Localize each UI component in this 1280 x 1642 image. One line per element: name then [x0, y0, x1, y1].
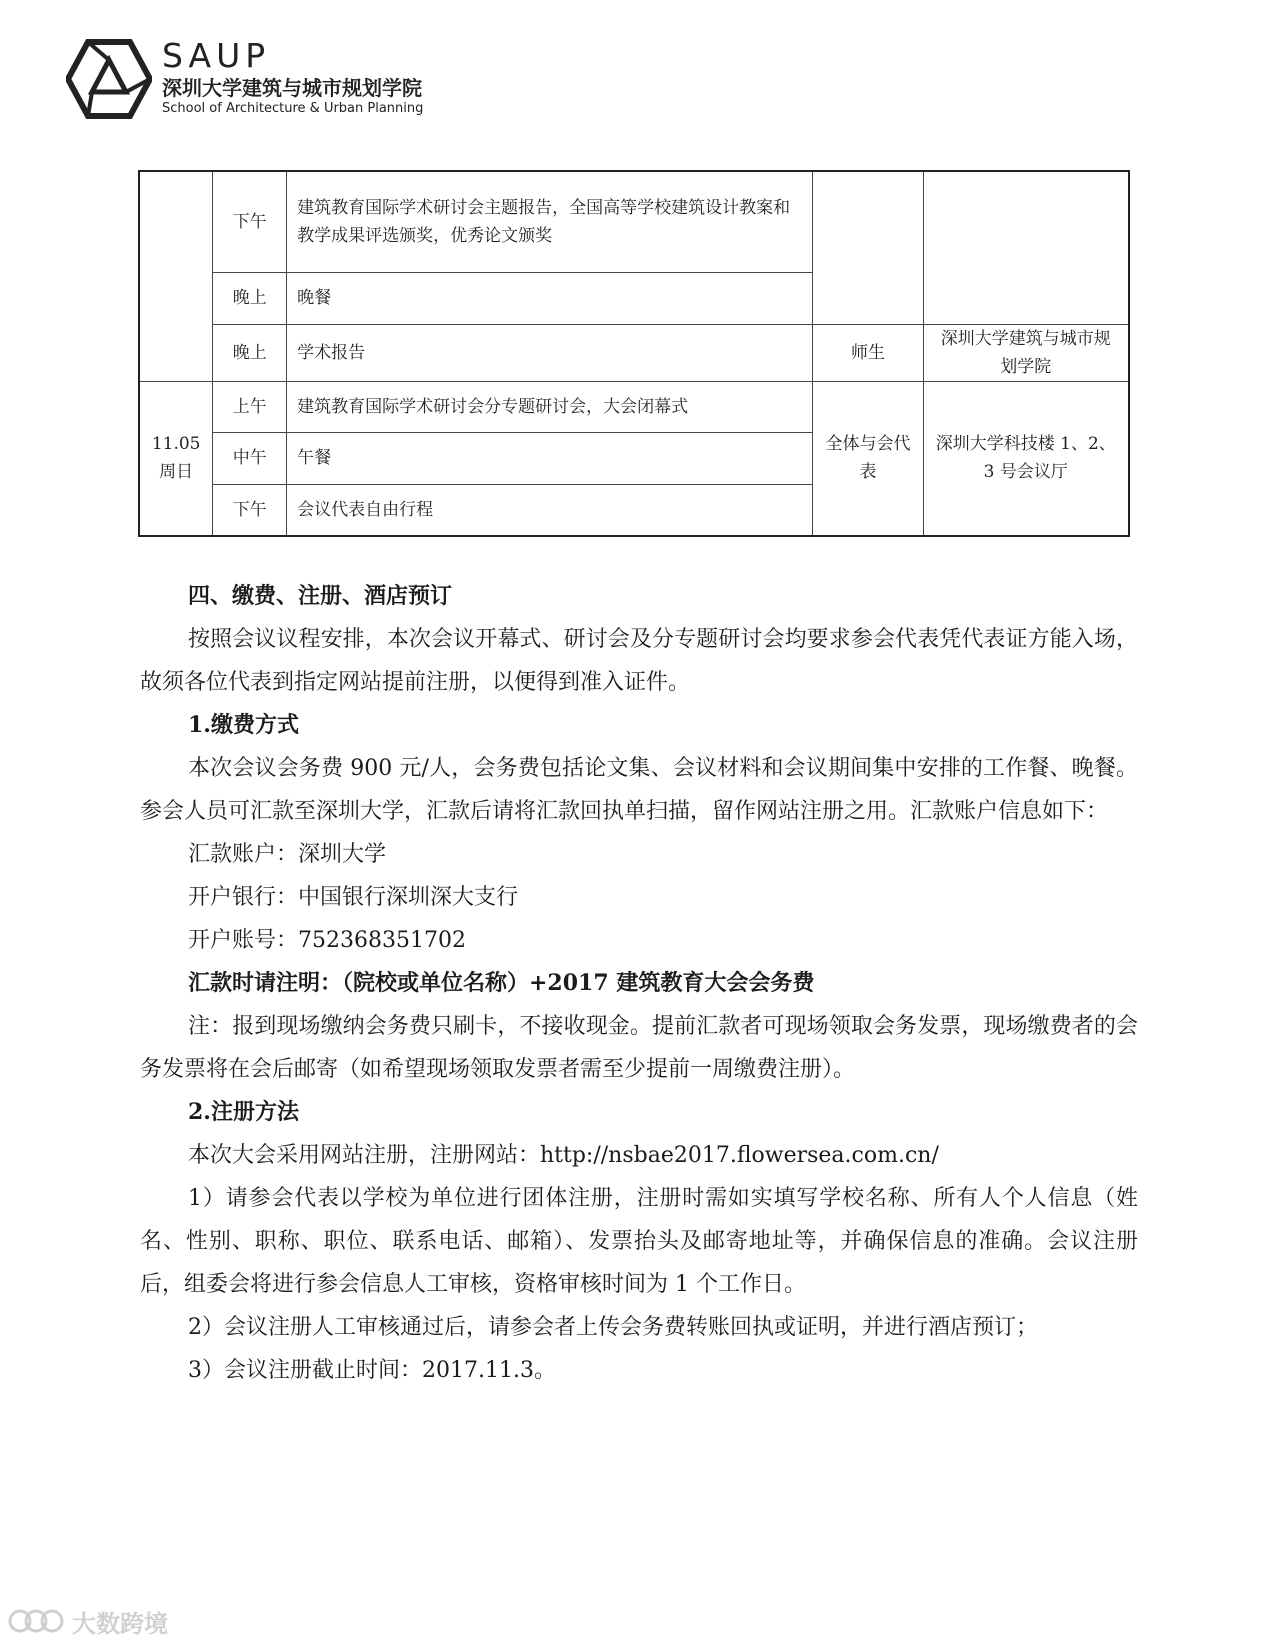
table-row	[139, 171, 1129, 272]
payment-paragraph: 本次会议会务费 900 元/人，会务费包括论文集、会议材料和会议期间集中安排的工作餐、晚餐。参会人员可汇款至深圳大学，汇款后请将汇款回执单扫描，留作网站注册之用。汇款账户信息如下：	[140, 756, 1138, 824]
period-cell: 下午	[213, 484, 287, 536]
payment-title: 1.缴费方式	[188, 712, 299, 738]
register-item-1: 1）请参会代表以学校为单位进行团体注册，注册时需如实填写学校名称、所有人个人信息（姓名、性别、职称、职位、联系电话、邮箱）、发票抬头及邮寄地址等，并确保信息的准确。会议注册后，组委会将进行参会信息人工审核，资格审核时间为 1 个工作日。	[140, 1186, 1138, 1297]
brand-name-cn: 深圳大学建筑与城市规划学院	[162, 76, 422, 100]
register-item-3: 3）会议注册截止时间：2017.11.3。	[188, 1358, 556, 1383]
brand-name-en: School of Architecture & Urban Planning	[162, 101, 424, 116]
day-cell: 11.05 周日	[139, 381, 213, 536]
content-cell: 会议代表自由行程	[287, 484, 813, 536]
watermark-logo-icon	[6, 1607, 66, 1635]
payment-note: 注：报到现场缴纳会务费只刷卡，不接收现金。提前汇款者可现场领取会务发票，现场缴费者的会务发票将在会后邮寄（如希望现场领取发票者需至少提前一周缴费注册）。	[140, 1014, 1138, 1082]
watermark-text: 大数跨境	[72, 1609, 168, 1638]
period-cell: 中午	[213, 432, 287, 484]
period-cell: 上午	[213, 381, 287, 432]
content-cell: 建筑教育国际学术研讨会分专题研讨会，大会闭幕式	[287, 381, 813, 432]
account-number: 开户账号：752368351702	[188, 928, 466, 953]
account-name: 汇款账户：深圳大学	[188, 842, 387, 867]
day-cell	[139, 171, 213, 381]
remit-note: 汇款时请注明：（院校或单位名称）+2017 建筑教育大会会务费	[188, 970, 815, 996]
saup-logo-icon	[66, 38, 152, 120]
participants-cell: 全体与会代表	[813, 381, 923, 536]
watermark	[6, 1606, 168, 1636]
register-title: 2.注册方法	[188, 1099, 299, 1125]
section-title: 四、缴费、注册、酒店预订	[188, 583, 453, 609]
brand-abbr: SAUP	[162, 36, 271, 75]
content-cell: 午餐	[287, 432, 813, 484]
table-row	[139, 324, 1129, 381]
period-cell: 下午	[213, 171, 287, 272]
participants-cell: 师生	[813, 324, 923, 381]
venue-cell: 深圳大学科技楼 1、2、3 号会议厅	[923, 381, 1129, 536]
content-cell: 学术报告	[287, 324, 813, 381]
table-row	[139, 381, 1129, 432]
content-cell: 建筑教育国际学术研讨会主题报告，全国高等学校建筑设计教案和教学成果评选颁奖，优秀论文颁奖	[287, 171, 813, 272]
agenda-table	[138, 170, 1130, 537]
bank-name: 开户银行：中国银行深圳深大支行	[188, 885, 519, 910]
content-cell: 晚餐	[287, 272, 813, 324]
period-cell: 晚上	[213, 272, 287, 324]
participants-cell	[813, 171, 923, 324]
intro-paragraph: 按照会议议程安排，本次会议开幕式、研讨会及分专题研讨会均要求参会代表凭代表证方能入场，故须各位代表到指定网站提前注册，以便得到准入证件。	[140, 627, 1138, 695]
venue-cell	[923, 171, 1129, 324]
document-body	[140, 575, 1138, 1392]
brand-block	[162, 38, 492, 118]
period-cell: 晚上	[213, 324, 287, 381]
register-site: 本次大会采用网站注册，注册网站：http://nsbae2017.flowersea.com.cn/	[188, 1143, 939, 1168]
register-item-2: 2）会议注册人工审核通过后，请参会者上传会务费转账回执或证明，并进行酒店预订；	[188, 1315, 1038, 1340]
venue-cell: 深圳大学建筑与城市规划学院	[923, 324, 1129, 381]
